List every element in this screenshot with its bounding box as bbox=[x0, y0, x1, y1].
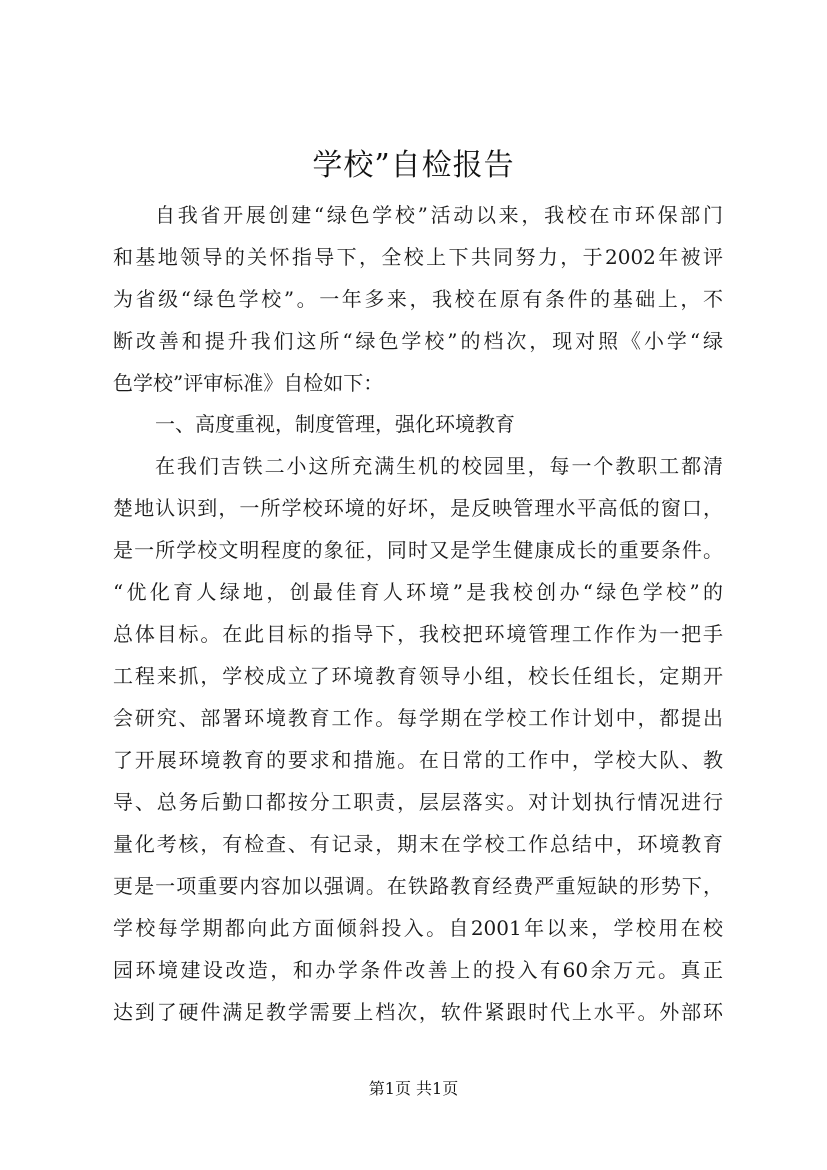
page-title: 学校”自检报告 bbox=[312, 148, 515, 183]
paragraph-line: 园环境建设改造，和办学条件改善上的投入有60余万元。真正 bbox=[113, 958, 723, 982]
paragraph-line: 会研究、部署环境教育工作。每学期在学校工作计划中，都提出 bbox=[113, 706, 723, 730]
paragraph-line: 量化考核，有检查、有记录，期末在学校工作总结中，环境教育 bbox=[113, 832, 723, 856]
paragraph-line: 学校每学期都向此方面倾斜投入。自2001年以来，学校用在校 bbox=[113, 916, 723, 940]
section-heading: 一、高度重视，制度管理，强化环境教育 bbox=[155, 412, 515, 436]
paragraph-line: 了开展环境教育的要求和措施。在日常的工作中，学校大队、教 bbox=[113, 748, 723, 772]
paragraph-line: 更是一项重要内容加以强调。在铁路教育经费严重短缺的形势下， bbox=[113, 874, 723, 898]
paragraph-line: 和基地领导的关怀指导下，全校上下共同努力，于2002年被评 bbox=[113, 245, 723, 269]
paragraph-line: 楚地认识到，一所学校环境的好坏，是反映管理水平高低的窗口， bbox=[113, 496, 723, 520]
paragraph-line: 工程来抓，学校成立了环境教育领导小组，校长任组长，定期开 bbox=[113, 664, 723, 688]
paragraph-line: 在我们吉铁二小这所充满生机的校园里，每一个教职工都清 bbox=[155, 454, 723, 478]
paragraph-line: 自我省开展创建“绿色学校”活动以来，我校在市环保部门 bbox=[155, 203, 723, 227]
paragraph-line: 色学校”评审标准》自检如下： bbox=[113, 371, 384, 395]
paragraph-line: 断改善和提升我们这所“绿色学校”的档次，现对照《小学“绿 bbox=[113, 329, 723, 353]
paragraph-line: 是一所学校文明程度的象征，同时又是学生健康成长的重要条件。 bbox=[113, 538, 723, 562]
paragraph-line: 导、总务后勤口都按分工职责，层层落实。对计划执行情况进行 bbox=[113, 790, 723, 814]
paragraph-line: 总体目标。在此目标的指导下，我校把环境管理工作作为一把手 bbox=[113, 622, 723, 646]
paragraph-line: “优化育人绿地，创最佳育人环境”是我校创办“绿色学校”的 bbox=[113, 580, 723, 604]
paragraph-line: 达到了硬件满足教学需要上档次，软件紧跟时代上水平。外部环 bbox=[113, 1000, 723, 1024]
page-footer: 第1页 共1页 bbox=[368, 1079, 459, 1098]
paragraph-line: 为省级“绿色学校”。一年多来，我校在原有条件的基础上，不 bbox=[113, 287, 723, 311]
